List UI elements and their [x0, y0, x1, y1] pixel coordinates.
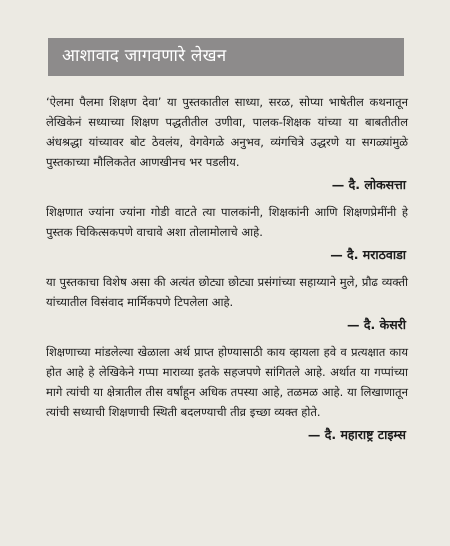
review-source: — दै. लोकसत्ता	[331, 177, 406, 192]
review-text: शिक्षणात ज्यांना ज्यांना गोडी वाटते त्या पालकांनी, शिक्षकांनी आणि शिक्षणप्रेमींनी हे पुस्तक चिकित्सकपणे वाचावे अशा तोलामोलाचे आहे.	[46, 205, 408, 239]
header-banner	[48, 38, 404, 76]
review-source: — दै. महाराष्ट्र टाइम्स	[307, 427, 406, 442]
review-source: — दै. केसरी	[347, 317, 406, 332]
review-text: शिक्षणाच्या मांडलेल्या खेळाला अर्थ प्राप्त होण्यासाठी काय व्हायला हवे व प्रत्यक्षात काय होत आहे हे लेखिकेने गप्पा माराव्या इतके सहजपणे सांगितले आहे. अर्थात या गप्पांच्या मागे त्यांची या क्षेत्रातील तीस वर्षांहून अधिक तपस्या आहे, तळमळ आहे. या लिखाणातून त्यांची सध्याची शिक्षणाची स्थिती बदलण्याची तीव्र इच्छा व्यक्त होते.	[46, 345, 408, 419]
page-title: आशावाद जागवणारे लेखन	[62, 46, 227, 66]
reviews-section	[46, 92, 408, 452]
review-text: या पुस्तकाचा विशेष असा की अत्यंत छोट्या छोट्या प्रसंगांच्या सहाय्याने मुले, प्रौढ व्यक्ती यांच्यातील विसंवाद मार्मिकपणे टिपलेला आहे.	[46, 275, 408, 309]
review-text: ‘ऐलमा पैलमा शिक्षण देवा’ या पुस्तकातील साध्या, सरळ, सोप्या भाषेतील कथनातून लेखिकेनं सध्याच्या शिक्षण पद्धतीतील उणीवा, पालक-शिक्षक यांच्या या बाबतीतील अंधश्रद्धा यांच्यावर बोट ठेवलंय, वेगवेगळे अनुभव, व्यंगचित्रे उद्धरणे या सगळ्यांमुळे पुस्तकाच्या मौलिकतेत आणखीनच भर पडलीय.	[46, 95, 408, 169]
review-source: — दै. मराठवाडा	[330, 247, 406, 262]
